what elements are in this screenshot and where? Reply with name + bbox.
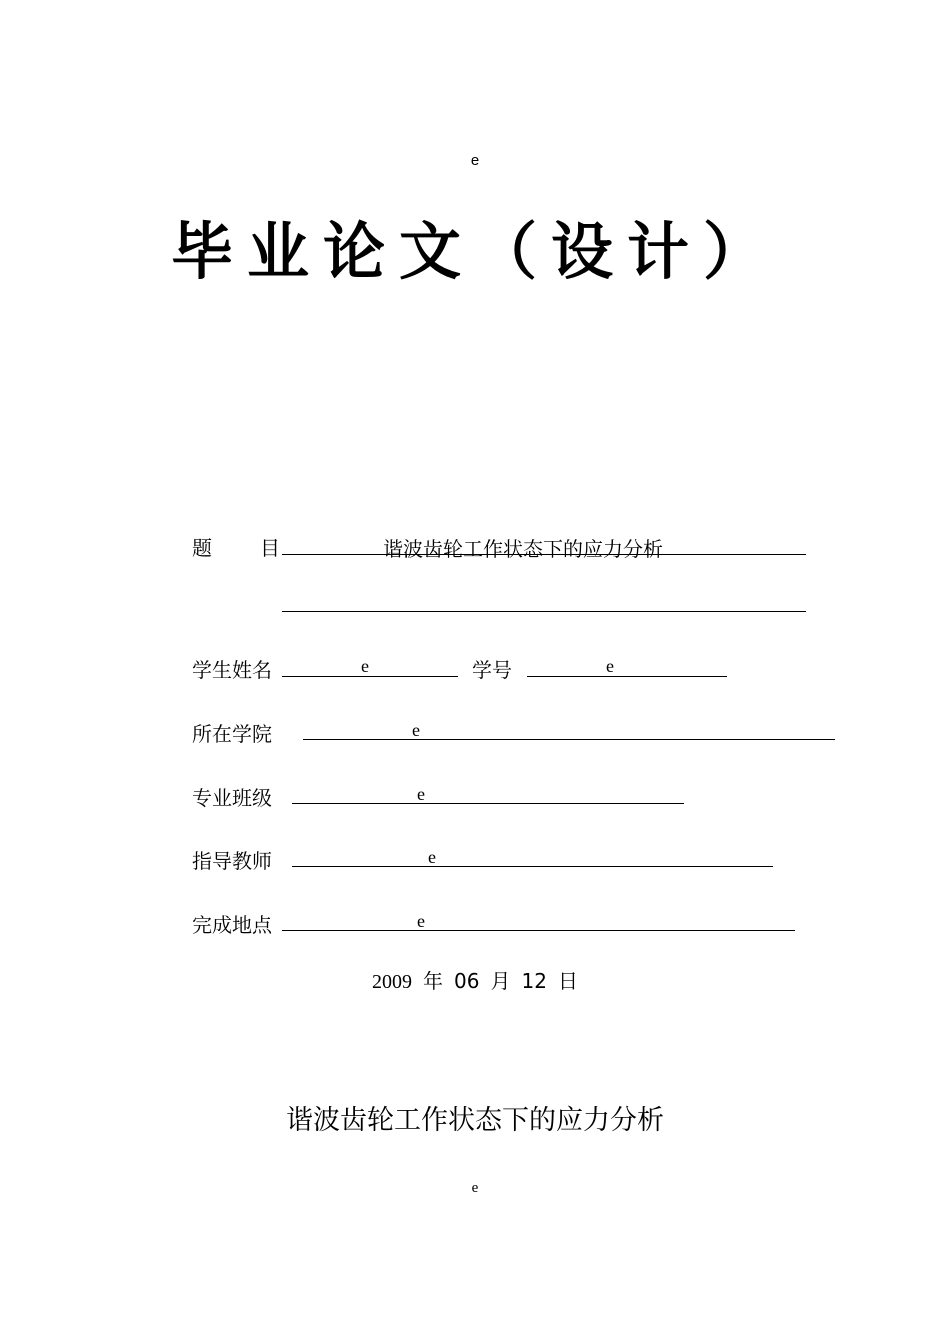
student-id-value: e [606, 656, 614, 676]
top-marker: e [470, 152, 480, 169]
date-year: 2009 [372, 971, 413, 993]
college-value: e [412, 720, 420, 740]
date-month: 06 [454, 969, 480, 993]
date-day: 12 [521, 969, 547, 993]
topic-underline-second [282, 611, 806, 612]
date-year-unit: 年 [423, 969, 444, 993]
date-day-unit: 日 [557, 969, 578, 993]
student-name-value: e [361, 656, 369, 676]
advisor-label: 指导教师 [192, 849, 272, 873]
major-class-label: 专业班级 [192, 786, 272, 810]
student-name-label: 学生姓名 [192, 658, 272, 682]
location-label: 完成地点 [192, 913, 272, 937]
college-label: 所在学院 [192, 722, 272, 746]
topic-value: 谐波齿轮工作状态下的应力分析 [383, 537, 663, 561]
bottom-marker: e [471, 1180, 479, 1196]
page-title: 毕业论文（设计） [170, 215, 779, 288]
date-month-unit: 月 [490, 969, 511, 993]
completion-date [0, 965, 950, 994]
paper-subtitle: 谐波齿轮工作状态下的应力分析 [286, 1105, 664, 1136]
major-class-value: e [417, 784, 425, 804]
location-value: e [417, 911, 425, 931]
student-id-label: 学号 [472, 658, 512, 682]
advisor-value: e [428, 847, 436, 867]
topic-label-right: 目 [260, 536, 280, 560]
topic-label-left: 题 [192, 536, 212, 560]
